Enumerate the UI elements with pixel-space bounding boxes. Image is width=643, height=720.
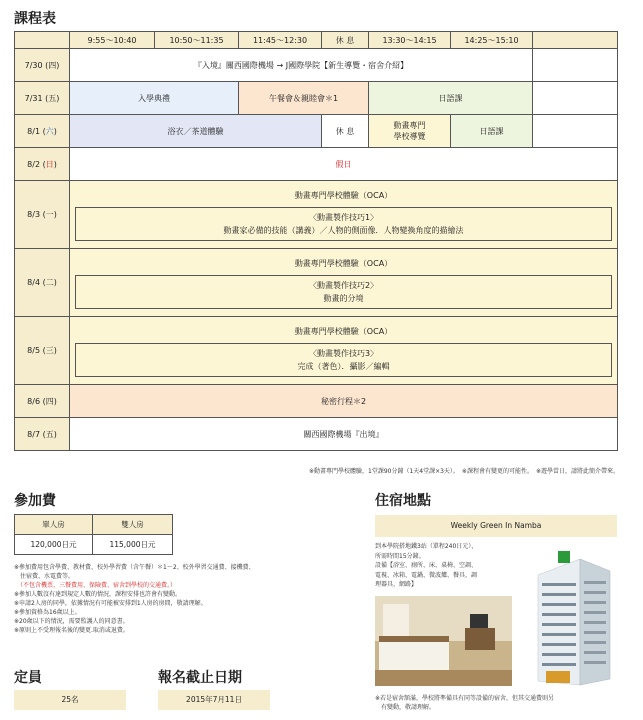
double-room-label: 雙人房 bbox=[93, 515, 173, 535]
lodging-note: ※若是宿舍額滿，學校將準備具有同等設備的宿舍，但其交通費則另 有變動，敬請理解。 bbox=[375, 695, 555, 711]
time-slot: 9:55～10:40 bbox=[70, 32, 155, 49]
hotel-description: 到本學院搭地鐵3站（單程240日元）， 所需時間15分鐘。 設備【浴室、廁所、床、桌椅、空調、 電視、冰箱、電鍋、微波爐、餐具、調 理器具、網路】 bbox=[375, 543, 478, 588]
capacity-value: 25名 bbox=[14, 690, 126, 710]
date-cell: 8/6 (四) bbox=[15, 385, 70, 418]
date-cell: 7/30 (四) bbox=[15, 49, 70, 82]
double-room-price: 115,000日元 bbox=[93, 535, 173, 555]
event-cell: 休 息 bbox=[322, 115, 369, 148]
event-cell: 關西國際機場『出境』 bbox=[70, 418, 618, 451]
fee-title: 參加費 bbox=[14, 493, 56, 509]
time-slot: 14:25～15:10 bbox=[451, 32, 533, 49]
schedule-row bbox=[15, 148, 618, 181]
lodging-title: 住宿地點 bbox=[375, 493, 431, 509]
schedule-row bbox=[15, 181, 618, 249]
event-cell: 假日 bbox=[70, 148, 618, 181]
event-cell: 日語課 bbox=[369, 82, 533, 115]
event-cell: 動畫專門學校體驗（OCA） 〈動畫製作技巧1〉 動畫家必備的技能（講義）／人物的側面像．人物變換角度的描繪法 bbox=[70, 181, 618, 249]
time-slot: 13:30～14:15 bbox=[369, 32, 451, 49]
event-cell: 日語課 bbox=[451, 115, 533, 148]
time-slot: 10:50～11:35 bbox=[155, 32, 239, 49]
schedule-row bbox=[15, 49, 618, 82]
single-room-label: 單人房 bbox=[15, 515, 93, 535]
fee-table bbox=[14, 514, 173, 555]
time-slot: 11:45～12:30 bbox=[239, 32, 322, 49]
event-cell: 午餐會＆親睦會＊1 bbox=[239, 82, 369, 115]
event-cell: 入學典禮 bbox=[70, 82, 239, 115]
date-cell: 8/3 (一) bbox=[15, 181, 70, 249]
schedule-row bbox=[15, 317, 618, 385]
event-cell: 浴衣／茶道體驗 bbox=[70, 115, 322, 148]
schedule-note: ※動畫專門學校體驗，1堂課90分鐘（1天4堂課×3天）。 ※課程會有變更的可能性。 ※遊學當日，請將此簡介帶來。 bbox=[308, 468, 619, 475]
schedule-row bbox=[15, 115, 618, 148]
schedule-row bbox=[15, 249, 618, 317]
building-photo bbox=[518, 545, 618, 687]
deadline-title: 報名截止日期 bbox=[158, 670, 242, 686]
schedule-row bbox=[15, 82, 618, 115]
date-cell: 8/1 (六) bbox=[15, 115, 70, 148]
time-slot: 休 息 bbox=[322, 32, 369, 49]
date-cell: 8/2 (日) bbox=[15, 148, 70, 181]
event-cell: 秘密行程＊2 bbox=[70, 385, 618, 418]
room-photo bbox=[375, 596, 512, 686]
time-header-row bbox=[15, 32, 618, 49]
schedule-title: 課程表 bbox=[14, 11, 56, 27]
event-cell: 動畫專門學校體驗（OCA） 〈動畫製作技巧2〉 動畫的分境 bbox=[70, 249, 618, 317]
hotel-name: Weekly Green In Namba bbox=[375, 515, 617, 537]
event-cell: 動畫專門學校體驗（OCA） 〈動畫製作技巧3〉 完成（著色）．攝影／編輯 bbox=[70, 317, 618, 385]
date-cell: 7/31 (五) bbox=[15, 82, 70, 115]
deadline-value: 2015年7月11日 bbox=[158, 690, 270, 710]
event-cell: 動畫專門 學校導覽 bbox=[369, 115, 451, 148]
capacity-title: 定員 bbox=[14, 670, 42, 686]
schedule-table bbox=[14, 31, 618, 451]
fee-notes: ※參加費用包含學費、教材費、校外學習費（含午餐）＊1～2、校外學習交通費、接機費、 住宿費、水電費等。 （不包含機票、三餐費用、保險費、宿舍到學校的交通費。） ※參加人數沒有達到規定人數的情況，課程安排也許會有變動。 ※申請2人房的同學，依據情況有可能被安排到1人房的房間，敬請理解。 ※參加資格為16歲以上。 ※20歲以下的情況，需要監護人的同意書。 ※原則上不受理報名後的變更.取消或退費。 bbox=[14, 564, 255, 634]
date-cell: 8/4 (二) bbox=[15, 249, 70, 317]
event-cell: 『入境』關西國際機場 → J國際學院【新生導覽・宿舍介紹】 bbox=[70, 49, 533, 82]
single-room-price: 120,000日元 bbox=[15, 535, 93, 555]
schedule-row bbox=[15, 385, 618, 418]
date-cell: 8/7 (五) bbox=[15, 418, 70, 451]
schedule-row bbox=[15, 418, 618, 451]
date-cell: 8/5 (三) bbox=[15, 317, 70, 385]
